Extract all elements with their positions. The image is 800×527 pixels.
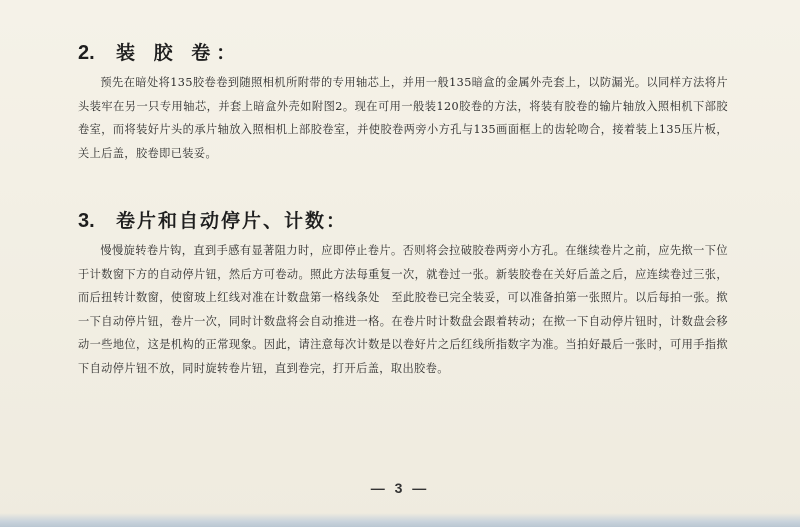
section-number: 3. [78,210,95,232]
section-paragraph: 慢慢旋转卷片钩，直到手感有显著阻力时，应即停止卷片。否则将会拉破胶卷两旁小方孔。在继续卷片之前，应先揿一下位于计数窗下方的自动停片钮，然后方可卷动。照此方法每重复一次，就卷过一张。新装胶卷在关好后盖之后，应连续卷过三张，而后扭转计数窗，使窗玻上红线对准在计数盘第一格线条处 至此胶卷已完全装妥，可以准备拍第一张照片。以后每拍一张。揿一下自动停片钮，卷片一次，同时计数盘将会自动推进一格。在卷片时计数盘会跟着转动；在揿一下自动停片钮时，计数盘会移动一些地位，这是机构的正常现象。因此，请注意每次计数是以卷好片之后红线所指数字为准。当拍好最后一张时，可用手指揿下自动停片钮不放，同时旋转卷片钮，直到卷完，打开后盖，取出胶卷。 [78,244,728,375]
page-bottom-edge [0,513,800,527]
page-number: — 3 — [370,480,430,496]
section-paragraph: 预先在暗处将135胶卷卷到随照相机所附带的专用轴芯上，并用一般135暗盒的金属外壳套上，以防漏光。以同样方法将片头装牢在另一只专用轴芯，并套上暗盒外壳如附图2。现在可用一般装120胶卷的方法，将装有胶卷的输片轴放入照相机下部胶卷室，而将装好片头的承片轴放入照相机上部胶卷室，并使胶卷两旁小方孔与135画面框上的齿轮吻合，接着装上135压片板，关上后盖，胶卷即已装妥。 [78,76,728,160]
section-title: 装 胶 卷： [116,42,242,64]
section-wind-and-count [78,206,728,380]
section-heading [78,38,728,65]
section-title: 卷片和自动停片、计数： [116,210,348,232]
section-number: 2. [78,42,95,64]
section-load-film [78,38,728,165]
section-heading [78,206,728,233]
